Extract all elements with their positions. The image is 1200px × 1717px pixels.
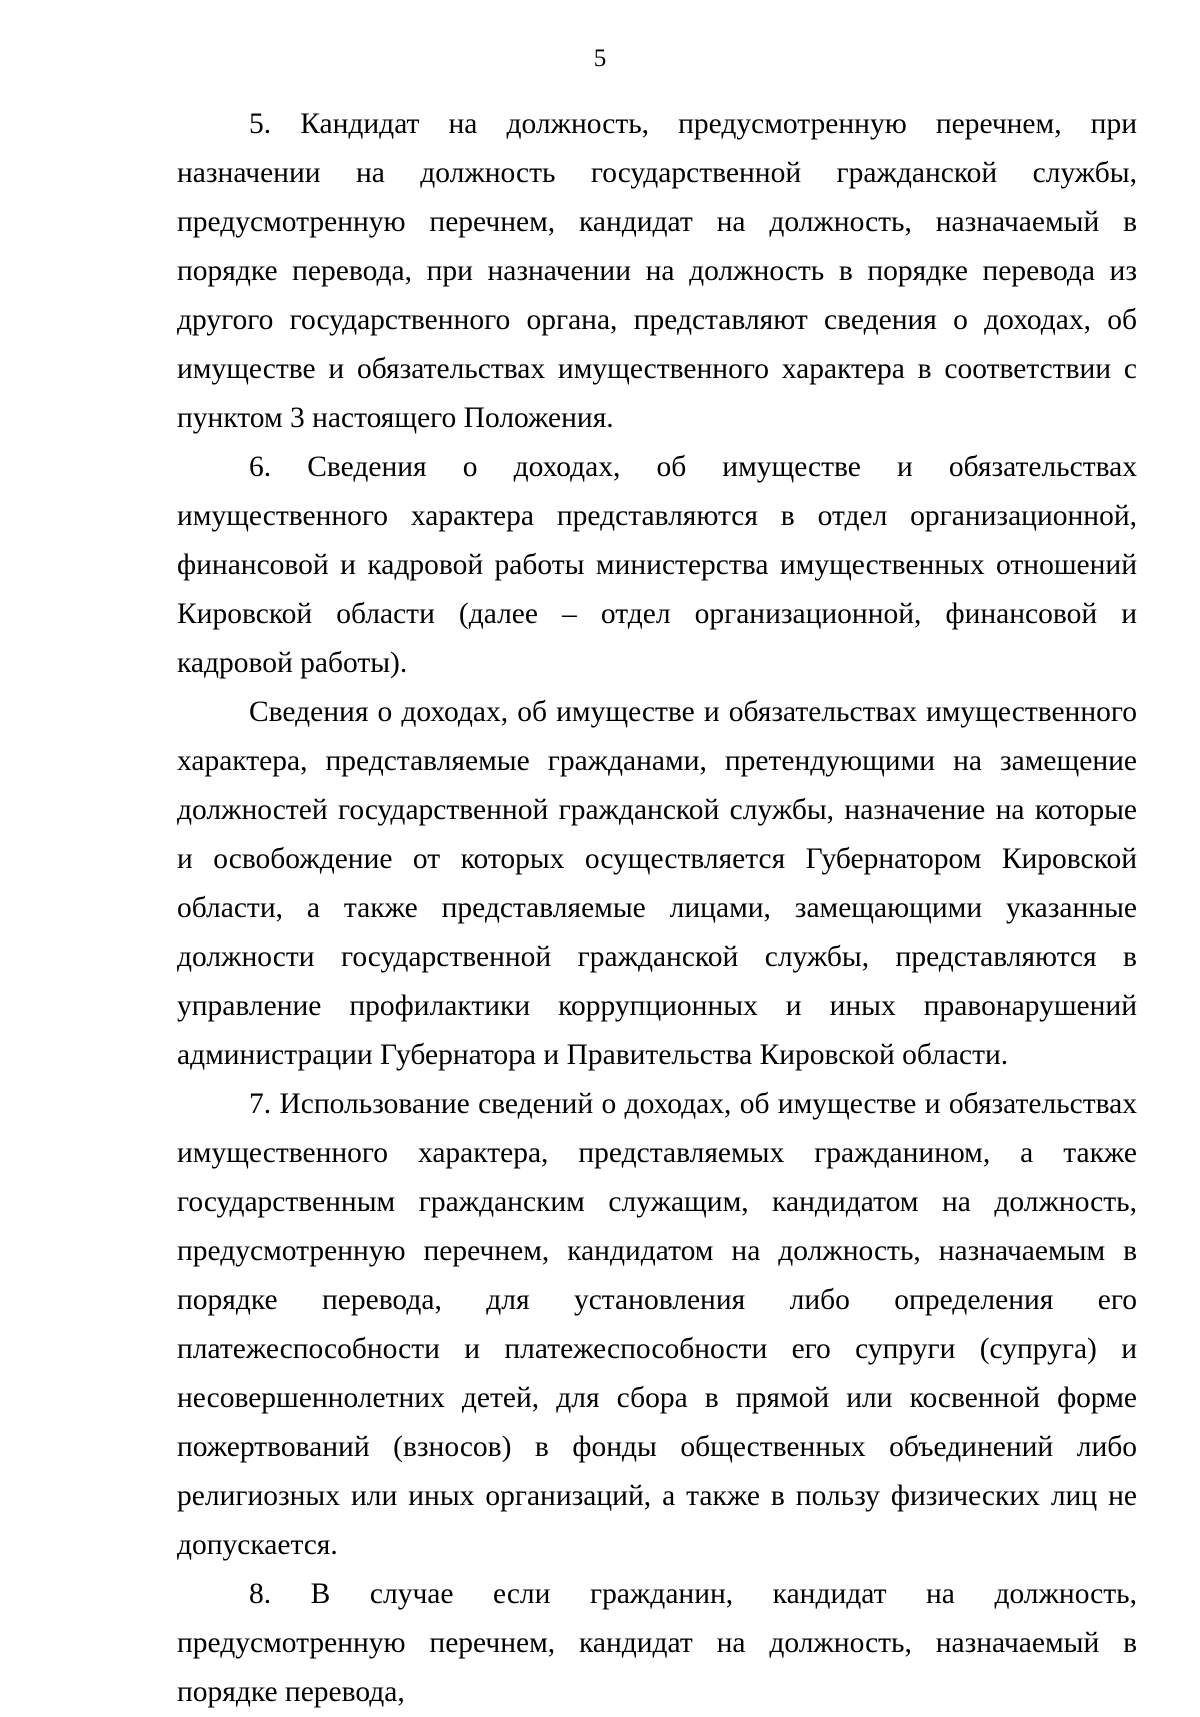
- paragraph-7: 7. Использование сведений о доходах, об имуществе и обязательствах имущественного характера, представляемых гражданином, а также государственным гражданским служащим, кандидатом на должность, предусмотренную перечнем, кандидатом на должность, назначаемым в порядке перевода, для установления либо определения его платежеспособности и платежеспособности его супруги (супруга) и несовершеннолетних детей, для сбора в прямой или косвенной форме пожертвований (взносов) в фонды общественных объединений либо религиозных или иных организаций, а также в пользу физических лиц не допускается.: [177, 1088, 1137, 1561]
- paragraph-8: 8. В случае если гражданин, кандидат на должность, предусмотренную перечнем, кандидат на должность, назначаемый в порядке перевода,: [177, 1578, 1137, 1708]
- page-number: 5: [593, 45, 607, 72]
- paragraph-6: 6. Сведения о доходах, об имуществе и обязательствах имущественного характера представляются в отдел организационной, финансовой и кадровой работы министерства имущественных отношений Кировской области (далее – отдел организационной, финансовой и кадровой работы).: [177, 451, 1137, 679]
- document-body: [177, 100, 1137, 1717]
- paragraph-6-continued: Сведения о доходах, об имуществе и обязательствах имущественного характера, представляемые гражданами, претендующими на замещение должностей государственной гражданской службы, назначение на которые и освобождение от которых осуществляется Губернатором Кировской области, а также представляемые лицами, замещающими указанные должности государственной гражданской службы, представляются в управление профилактики коррупционных и иных правонарушений администрации Губернатора и Правительства Кировской области.: [177, 696, 1137, 1071]
- paragraph-5: 5. Кандидат на должность, предусмотренную перечнем, при назначении на должность государственной гражданской службы, предусмотренную перечнем, кандидат на должность, назначаемый в порядке перевода, при назначении на должность в порядке перевода из другого государственного органа, представляют сведения о доходах, об имуществе и обязательствах имущественного характера в соответствии с пунктом 3 настоящего Положения.: [177, 108, 1137, 434]
